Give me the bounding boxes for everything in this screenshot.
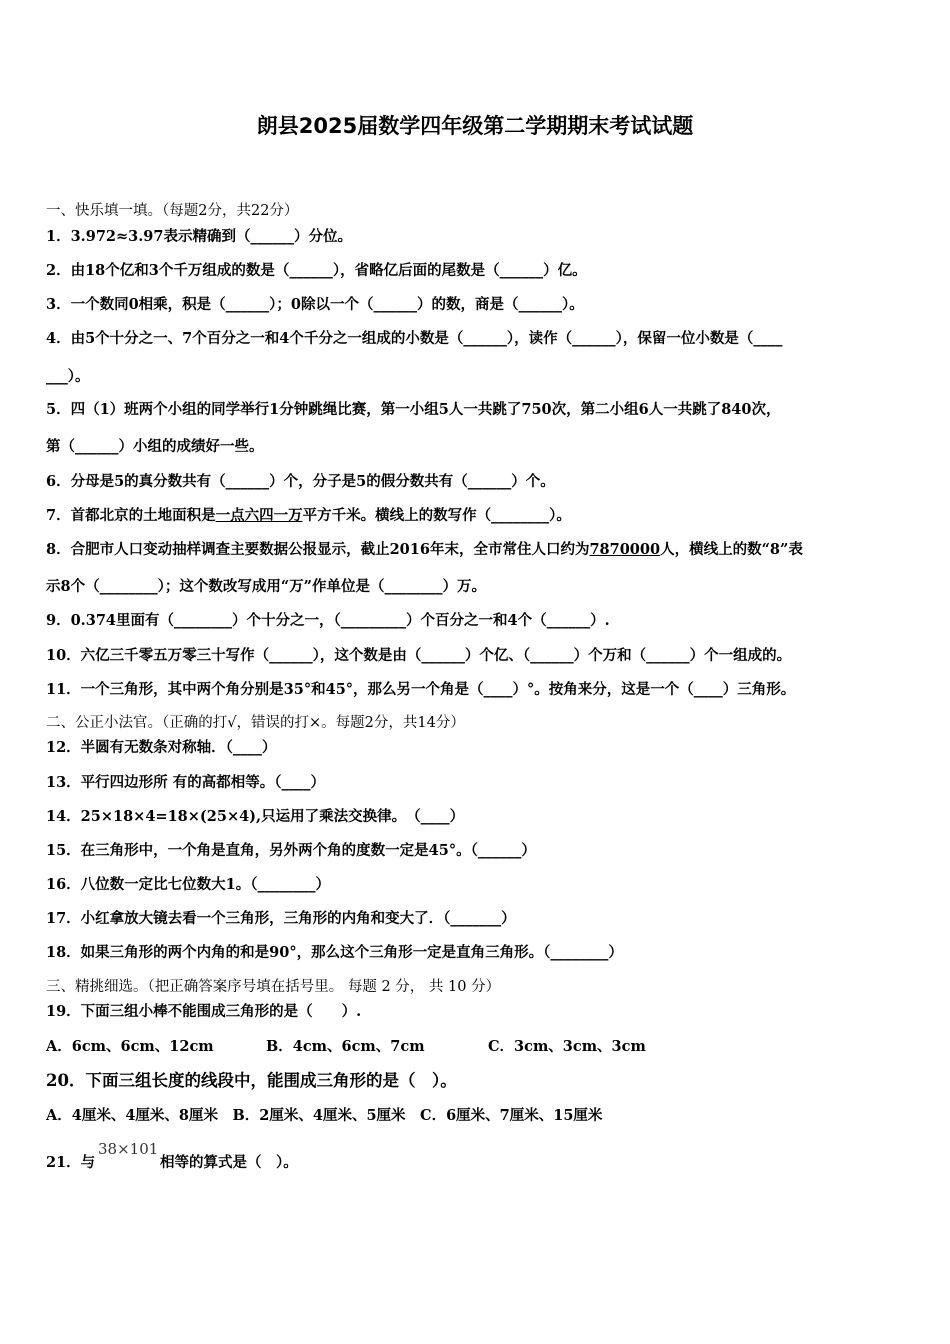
question-19-option-b: B．4cm、6cm、7cm — [266, 1038, 425, 1055]
question-7 — [46, 506, 571, 526]
question-8-line-2: 示8个（________）；这个数改写成用“万”作单位是（________）万。 — [46, 578, 487, 595]
question-4-line-2: ___）。 — [46, 368, 90, 385]
question-11: 11．一个三角形，其中两个角分别是35°和45°，那么另一个角是（____）°。按角来分，这是一个（____）三角形。 — [46, 681, 796, 698]
question-7-underlined: 一点六四一万 — [215, 507, 303, 524]
question-3: 3．一个数同0相乘，积是（______）；0除以一个（______）的数，商是（______）。 — [46, 296, 584, 313]
question-6: 6．分母是5的真分数共有（______）个，分子是5的假分数共有（______）个。 — [46, 473, 555, 490]
question-9: 9．0.374里面有（________）个十分之一，（_________）个百分之一和4个（______）. — [46, 612, 610, 629]
question-8-underlined: 7870000 — [589, 541, 661, 558]
question-12: 12．半圆有无数条对称轴．（____） — [46, 739, 277, 756]
question-1: 1．3.972≈3.97表示精确到（______）分位。 — [46, 228, 352, 245]
question-14: 14．25×18×4=18×(25×4),只运用了乘法交换律。 （____） — [46, 808, 465, 825]
question-20: 20．下面三组长度的线段中，能围成三角形的是（ ）。 — [46, 1071, 457, 1090]
question-21-suffix: 相等的算式是（ ）。 — [160, 1154, 298, 1171]
question-4-line-1: 4．由5个十分之一、7个百分之一和4个千分之一组成的小数是（______），读作（______），保留一位小数是（____ — [46, 330, 783, 347]
question-2: 2．由18个亿和3个千万组成的数是（______），省略亿后面的尾数是（______）亿。 — [46, 262, 587, 279]
question-7-prefix: 7．首都北京的土地面积是 — [46, 507, 216, 524]
question-21-prefix: 21．与 — [46, 1154, 96, 1171]
question-8-line-1 — [46, 540, 803, 560]
question-19: 19．下面三组小棒不能围成三角形的是（ ）. — [46, 1003, 362, 1020]
question-5-line-1: 5．四（1）班两个小组的同学举行1分钟跳绳比赛，第一小组5人一共跳了750次，第二小组6人一共跳了840次， — [46, 401, 781, 418]
question-10: 10．六亿三千零五万零三十写作（______），这个数是由（______）个亿、（______）个万和（______）个一组成的。 — [46, 647, 792, 664]
question-13: 13．平行四边形所 有的高都相等。（____） — [46, 774, 325, 791]
question-18: 18．如果三角形的两个内角的和是90°，那么这个三角形一定是直角三角形。（________） — [46, 944, 623, 961]
question-16: 16．八位数一定比七位数大1。（________） — [46, 876, 331, 893]
question-5-line-2: 第（______）小组的成绩好一些。 — [46, 438, 264, 455]
page-title: 朗县2025届数学四年级第二学期期末考试试题 — [256, 114, 694, 138]
question-20-options: A．4厘米、4厘米、8厘米 B．2厘米、4厘米、5厘米 C．6厘米、7厘米、15厘米 — [46, 1107, 603, 1124]
question-15: 15．在三角形中，一个角是直角，另外两个角的度数一定是45°。（______） — [46, 842, 536, 859]
section-3-heading: 三、精挑细选。（把正确答案序号填在括号里。 每题 2 分， 共 10 分） — [46, 979, 501, 995]
question-19-option-c: C．3cm、3cm、3cm — [488, 1038, 646, 1055]
question-8-suffix: 人，横线上的数“8”表 — [660, 541, 803, 558]
question-21-expression: 38×101 — [98, 1140, 159, 1158]
question-17: 17．小红拿放大镜去看一个三角形，三角形的内角和变大了．（_______） — [46, 910, 516, 927]
question-19-option-a: A．6cm、6cm、12cm — [46, 1038, 214, 1055]
question-8-prefix: 8．合肥市人口变动抽样调查主要数据公报显示，截止2016年末，全市常住人口约为 — [46, 541, 590, 558]
question-7-suffix: 平方千米。横线上的数写作（________）。 — [302, 507, 571, 524]
section-1-heading: 一、快乐填一填。（每题2分，共22分） — [46, 203, 299, 219]
section-2-heading: 二、公正小法官。（正确的打√，错误的打×。每题2分，共14分） — [46, 715, 465, 731]
